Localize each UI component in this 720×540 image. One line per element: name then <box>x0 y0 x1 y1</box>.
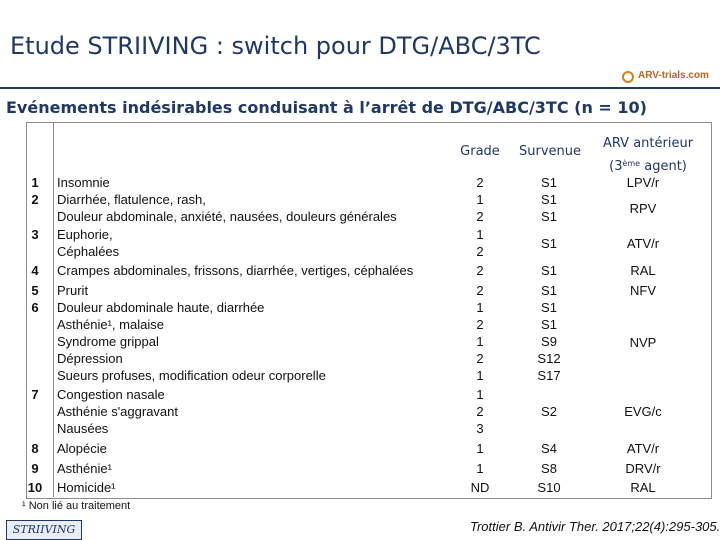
survenue-value: S4 <box>541 441 557 456</box>
arv-value: EVG/c <box>624 404 662 419</box>
patient-number: 7 <box>31 387 39 402</box>
event-text: Douleur abdominale haute, diarrhée <box>57 300 265 315</box>
arv-value: RPV <box>629 201 657 216</box>
patient-number: 8 <box>31 441 39 456</box>
grade-value: 2 <box>476 175 484 190</box>
logo-text: ARV-trials.com <box>638 70 709 81</box>
event-text: Asthénie¹ <box>57 461 112 476</box>
grade-value: 1 <box>476 461 484 476</box>
event-text: Crampes abdominales, frissons, diarrhée, vertiges, céphalées <box>57 263 414 278</box>
grade-value: 1 <box>476 387 484 402</box>
patient-number: 3 <box>31 227 39 242</box>
logo-ring-icon <box>622 71 634 83</box>
grade-value: 1 <box>476 227 484 242</box>
patient-number: 4 <box>31 263 39 278</box>
survenue-value: S2 <box>541 404 557 419</box>
survenue-value: S1 <box>541 300 557 315</box>
slide-subtitle: Evénements indésirables conduisant à l’arrêt de DTG/ABC/3TC (n = 10) <box>6 98 647 117</box>
event-text: Prurit <box>57 283 89 298</box>
survenue-value: S9 <box>541 334 557 349</box>
survenue-value: S1 <box>541 209 557 224</box>
survenue-value: S1 <box>541 263 557 278</box>
arv-value: NVP <box>629 335 657 350</box>
slide-title: Etude STRIIVING : switch pour DTG/ABC/3TC <box>10 32 541 60</box>
event-text: Euphorie, <box>57 227 113 242</box>
grade-value: ND <box>470 480 490 495</box>
grade-value: 1 <box>476 192 484 207</box>
event-text: Insomnie <box>57 175 110 190</box>
header-grade: Grade <box>460 144 500 159</box>
patient-number: 9 <box>31 461 39 476</box>
grade-value: 2 <box>476 317 484 332</box>
arv-value: ATV/r <box>626 236 660 251</box>
citation: Trottier B. Antivir Ther. 2017;22(4):295-305. <box>470 519 720 534</box>
arv-value: ATV/r <box>626 441 660 456</box>
arv-value: RAL <box>630 263 656 278</box>
survenue-value: S17 <box>537 368 561 383</box>
survenue-value: S1 <box>541 283 557 298</box>
arv-value: RAL <box>630 480 656 495</box>
header-arv-line1: ARV antérieur <box>602 136 694 151</box>
header-survenue: Survenue <box>518 144 581 159</box>
grade-value: 2 <box>476 404 484 419</box>
grade-value: 1 <box>476 441 484 456</box>
event-text: Asthénie¹, malaise <box>57 317 164 332</box>
arv-value: LPV/r <box>626 175 660 190</box>
grade-value: 2 <box>476 351 484 366</box>
arv-trials-logo <box>622 70 714 84</box>
grade-value: 1 <box>476 334 484 349</box>
survenue-value: S1 <box>541 317 557 332</box>
grade-value: 1 <box>476 368 484 383</box>
survenue-value: S1 <box>541 192 557 207</box>
grade-value: 2 <box>476 244 484 259</box>
number-column-divider <box>53 123 54 497</box>
event-text: Céphalées <box>57 244 120 259</box>
event-text: Dépression <box>57 351 123 366</box>
event-text: Sueurs profuses, modification odeur corporelle <box>57 368 326 383</box>
patient-number: 10 <box>27 480 43 495</box>
event-text: Asthénie s'aggravant <box>57 404 179 419</box>
event-text: Homicide¹ <box>57 480 116 495</box>
survenue-value: S10 <box>537 480 561 495</box>
header-arv-anterieur <box>588 134 708 177</box>
patient-number: 6 <box>31 300 39 315</box>
event-text: Diarrhée, flatulence, rash, <box>57 192 206 207</box>
event-text: Alopécie <box>57 441 107 456</box>
grade-value: 2 <box>476 209 484 224</box>
patient-number: 2 <box>31 192 39 207</box>
event-text: Douleur abdominale, anxiété, nausées, douleurs générales <box>57 209 397 224</box>
event-text: Nausées <box>57 421 109 436</box>
grade-value: 1 <box>476 300 484 315</box>
header-arv-superscript: ème <box>622 159 641 168</box>
event-text: Syndrome grippal <box>57 334 159 349</box>
arv-value: DRV/r <box>625 461 661 476</box>
survenue-value: S8 <box>541 461 557 476</box>
survenue-value: S12 <box>537 351 561 366</box>
grade-value: 2 <box>476 283 484 298</box>
grade-value: 2 <box>476 263 484 278</box>
striiving-logo: STRIIVING <box>6 520 82 540</box>
survenue-value: S1 <box>541 236 557 251</box>
header-arv-line2: (3ème agent) <box>609 159 687 174</box>
grade-value: 3 <box>476 421 484 436</box>
event-text: Congestion nasale <box>57 387 165 402</box>
footnote: ¹ Non lié au traitement <box>22 500 131 512</box>
patient-number: 1 <box>31 175 39 190</box>
patient-number: 5 <box>31 283 39 298</box>
title-divider <box>0 87 720 89</box>
arv-value: NFV <box>630 283 656 298</box>
survenue-value: S1 <box>541 175 557 190</box>
